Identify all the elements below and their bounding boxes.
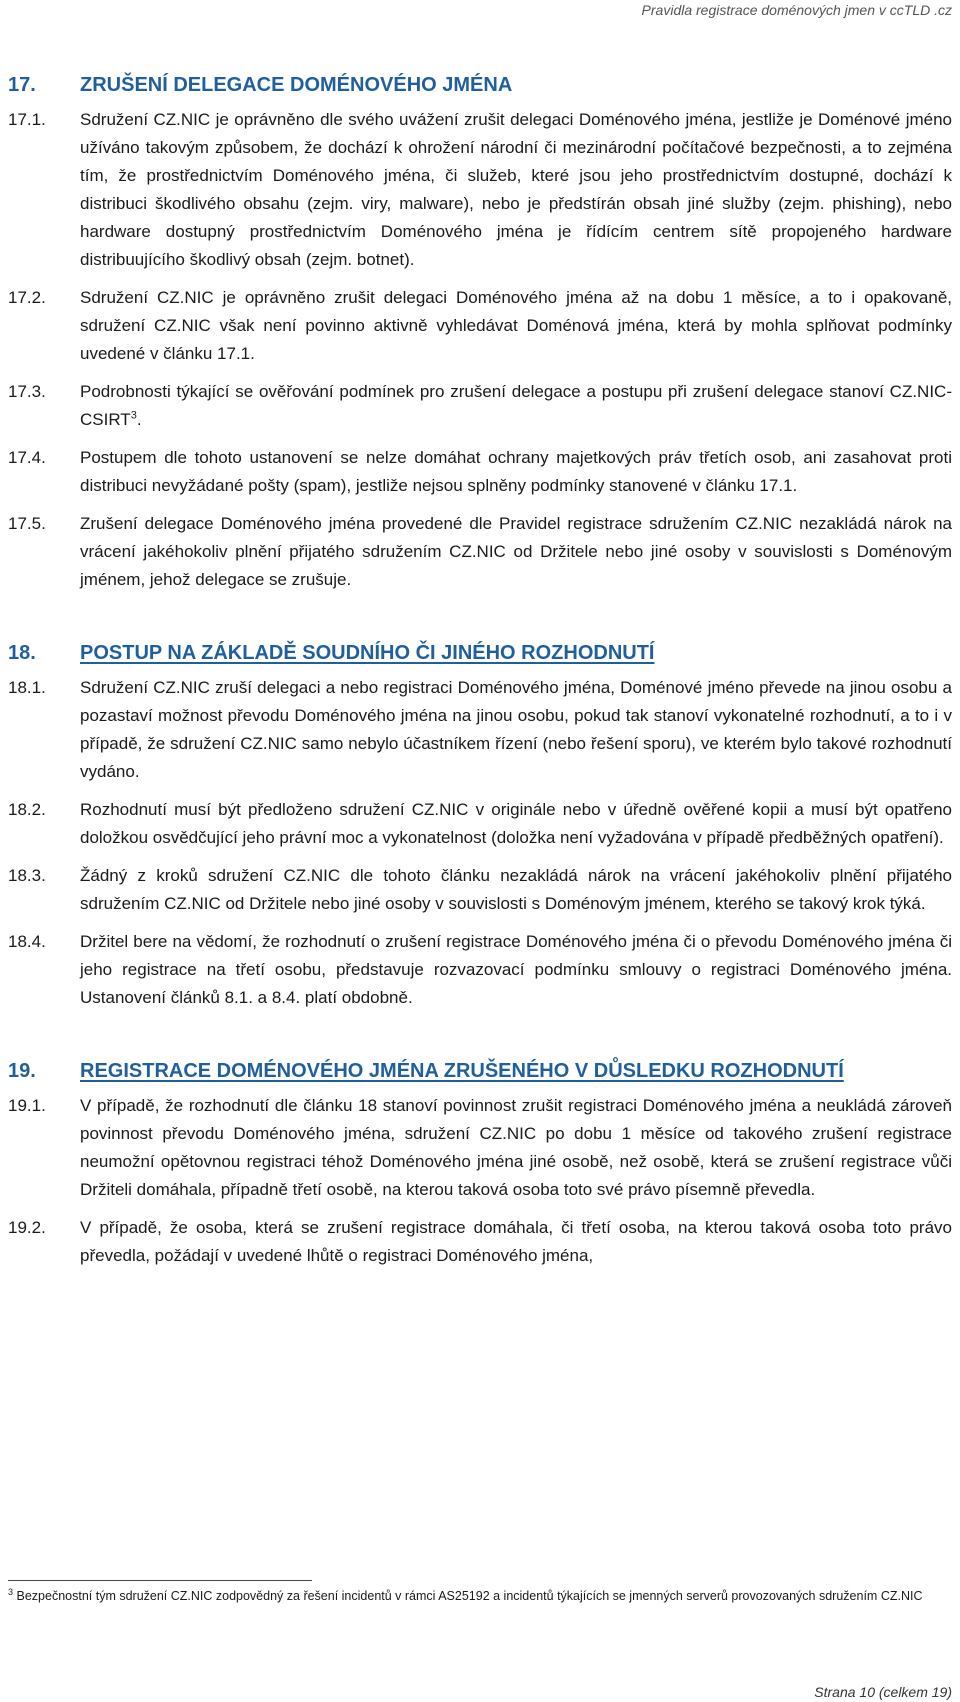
clause-number: 17.3. xyxy=(8,382,46,401)
clause-text: Sdružení CZ.NIC je oprávněno zrušit delegaci Doménového jména až na dobu 1 měsíce, a to i opakovaně, sdružení CZ.NIC však není povinno aktivně vyhledávat Doménová jména, která by mohla splňovat podmínky uvedené v článku 17.1. xyxy=(80,288,952,363)
clause-17-1 xyxy=(8,106,952,274)
clause-number: 17.4. xyxy=(8,448,46,467)
clause-text: Sdružení CZ.NIC je oprávněno dle svého uvážení zrušit delegaci Doménového jména, jestliže je Doménové jméno užíváno takovým způsobem, že dochází k ohrožení národní či mezinárodní počítačové bezpečnosti, a to zejména tím, že prostřednictvím Doménového jména, či služeb, které jsou jeho prostřednictvím dostupné, dochází k distribuci škodlivého obsahu (zejm. viry, malware), nebo je předstírán obsah jiné služby (zejm. phishing), nebo hardware dostupný prostřednictvím Doménového jména je řídícím centrem sítě propojeného hardware distribuujícího škodlivý obsah (zejm. botnet). xyxy=(80,110,952,269)
clause-number: 18.1. xyxy=(8,678,46,697)
clause-text: V případě, že osoba, která se zrušení registrace domáhala, či třetí osoba, na kterou taková osoba toto právo převedla, požádají v uvedené lhůtě o registraci Doménového jména, xyxy=(80,1218,952,1265)
clause-17-3 xyxy=(8,378,952,434)
clause-19-1 xyxy=(8,1092,952,1204)
section-spacer xyxy=(8,604,952,640)
clause-18-2 xyxy=(8,796,952,852)
footnote-reference[interactable]: 3 xyxy=(130,409,137,422)
section-spacer xyxy=(8,1022,952,1058)
clause-18-4 xyxy=(8,928,952,1012)
document-body xyxy=(8,72,952,1280)
section-title: ZRUŠENÍ DELEGACE DOMÉNOVÉHO JMÉNA xyxy=(80,74,513,96)
clause-17-5 xyxy=(8,510,952,594)
clause-text: Postupem dle tohoto ustanovení se nelze domáhat ochrany majetkových práv třetích osob, ani zasahovat proti distribuci nevyžádané pošty (spam), jestliže nejsou splněny podmínky stanovené v článku 17.1. xyxy=(80,448,952,495)
footnote xyxy=(8,1588,952,1605)
section-number: 17. xyxy=(8,74,36,96)
clause-text-end: . xyxy=(136,410,142,429)
page-number: Strana 10 (celkem 19) xyxy=(814,1684,952,1700)
clause-number: 19.2. xyxy=(8,1218,46,1237)
section-number: 19. xyxy=(8,1060,36,1082)
clause-number: 17.5. xyxy=(8,514,46,533)
clause-text: Sdružení CZ.NIC zruší delegaci a nebo registraci Doménového jména, Doménové jméno převede na jinou osobu a pozastaví možnost převodu Doménového jména na jinou osobu, pokud tak stanoví vykonatelné rozhodnutí, a to i v případě, že sdružení CZ.NIC samo nebylo účastníkem řízení (nebo řešení sporu), ve kterém bylo takové rozhodnutí vydáno. xyxy=(80,678,952,781)
clause-number: 17.2. xyxy=(8,288,46,307)
clause-text: Držitel bere na vědomí, že rozhodnutí o zrušení registrace Doménového jména či o převodu Doménového jména či jeho registrace na třetí osobu, představuje rozvazovací podmínku smlouvy o registraci Doménového jména. Ustanovení článků 8.1. a 8.4. platí obdobně. xyxy=(80,932,952,1007)
footnote-number: 3 xyxy=(8,1586,14,1597)
section-number: 18. xyxy=(8,642,36,664)
section-heading-19 xyxy=(8,1058,952,1084)
footnote-text: Bezpečnostní tým sdružení CZ.NIC zodpovědný za řešení incidentů v rámci AS25192 a incidentů týkajících se jmenných serverů provozovaných sdružením CZ.NIC xyxy=(16,1589,923,1603)
clause-text: Žádný z kroků sdružení CZ.NIC dle tohoto článku nezakládá nárok na vrácení jakéhokoliv plnění přijatého sdružením CZ.NIC od Držitele nebo jiné osoby v souvislosti s Doménovým jménem, kterého se takový krok týká. xyxy=(80,866,952,913)
clause-18-1 xyxy=(8,674,952,786)
footnote-divider xyxy=(8,1580,312,1581)
section-title: POSTUP NA ZÁKLADĚ SOUDNÍHO ČI JINÉHO ROZHODNUTÍ xyxy=(80,642,655,664)
clause-number: 18.2. xyxy=(8,800,46,819)
section-heading-17 xyxy=(8,72,952,98)
section-title: REGISTRACE DOMÉNOVÉHO JMÉNA ZRUŠENÉHO V DŮSLEDKU ROZHODNUTÍ xyxy=(80,1060,844,1082)
clause-17-2 xyxy=(8,284,952,368)
clause-17-4 xyxy=(8,444,952,500)
clause-19-2 xyxy=(8,1214,952,1270)
clause-18-3 xyxy=(8,862,952,918)
clause-number: 18.4. xyxy=(8,932,46,951)
clause-text: Podrobnosti týkající se ověřování podmínek pro zrušení delegace a postupu při zrušení delegace stanoví CZ.NIC-CSIRT xyxy=(80,382,952,429)
clause-text: V případě, že rozhodnutí dle článku 18 stanoví povinnost zrušit registraci Doménového jména a neukládá zároveň povinnost převodu Doménového jména, sdružení CZ.NIC po dobu 1 měsíce od takového zrušení registrace neumožní opětovnou registraci téhož Doménového jména jiné osobě, než osobě, která se zrušení registrace vůči Držiteli domáhala, případně třetí osobě, na kterou taková osoba toto své právo písemně převedla. xyxy=(80,1096,952,1199)
clause-text: Zrušení delegace Doménového jména provedené dle Pravidel registrace sdružením CZ.NIC nezakládá nárok na vrácení jakéhokoliv plnění přijatého sdružením CZ.NIC od Držitele nebo jiné osoby v souvislosti s Doménovým jménem, jehož delegace se zrušuje. xyxy=(80,514,952,589)
clause-number: 19.1. xyxy=(8,1096,46,1115)
clause-text: Rozhodnutí musí být předloženo sdružení CZ.NIC v originále nebo v úředně ověřené kopii a musí být opatřeno doložkou osvědčující jeho právní moc a vykonatelnost (doložka není vyžadována v případě předběžných opatření). xyxy=(80,800,952,847)
clause-number: 18.3. xyxy=(8,866,46,885)
section-heading-18 xyxy=(8,640,952,666)
clause-number: 17.1. xyxy=(8,110,46,129)
running-header: Pravidla registrace doménových jmen v ccTLD .cz xyxy=(641,2,952,18)
clause-text-wrapper xyxy=(80,378,952,434)
